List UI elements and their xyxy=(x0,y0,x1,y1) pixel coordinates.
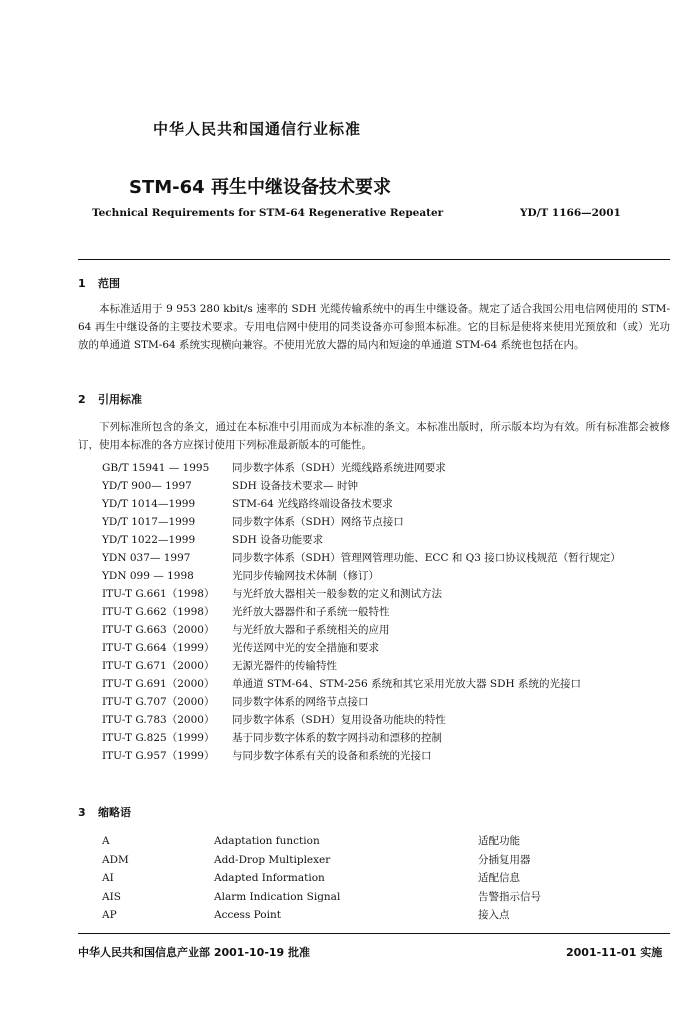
abbreviation-chinese: 告警指示信号 xyxy=(478,890,541,903)
abbreviation-chinese: 适配功能 xyxy=(478,835,520,847)
footer-divider xyxy=(78,933,670,934)
abbreviation: AIS xyxy=(102,890,121,903)
reference-code: ITU-T G.663（2000） xyxy=(102,624,215,636)
reference-title: 与光纤放大器相关一般参数的定义和测试方法 xyxy=(232,588,442,600)
reference-code: ITU-T G.957（1999） xyxy=(102,750,215,762)
abbreviation-row xyxy=(102,869,670,888)
approval-statement: 中华人民共和国信息产业部 2001-10-19 批准 xyxy=(78,946,311,959)
abbreviation-chinese: 分插复用器 xyxy=(478,853,531,866)
reference-title: 光传送网中光的安全措施和要求 xyxy=(232,642,379,654)
reference-title: 同步数字体系（SDH）光缆线路系统进网要求 xyxy=(232,462,446,474)
abbreviation: AI xyxy=(102,872,114,884)
reference-item xyxy=(102,657,670,675)
abbreviation-row xyxy=(102,851,670,870)
implementation-date: 2001-11-01 实施 xyxy=(566,946,663,959)
section-title: 引用标准 xyxy=(98,393,142,406)
reference-title: 与同步数字体系有关的设备和系统的光接口 xyxy=(232,750,432,762)
abbreviation-row xyxy=(102,832,670,851)
reference-title: 同步数字体系（SDH）管理网管理功能、ECC 和 Q3 接口协议栈规范（暂行规定） xyxy=(232,552,621,564)
section-number: 1 xyxy=(78,277,86,290)
abbreviation-chinese: 接入点 xyxy=(478,909,510,921)
abbreviation: ADM xyxy=(102,853,129,866)
reference-title: 光同步传输网技术体制（修订） xyxy=(232,570,379,582)
reference-item xyxy=(102,513,670,531)
section-3-heading xyxy=(78,804,131,820)
reference-code: ITU-T G.691（2000） xyxy=(102,678,215,690)
reference-code: ITU-T G.661（1998） xyxy=(102,588,215,600)
standard-number: YD/T 1166—2001 xyxy=(520,207,621,219)
abbreviation-chinese: 适配信息 xyxy=(478,872,520,884)
reference-title: 基于同步数字体系的数字网抖动和漂移的控制 xyxy=(232,732,442,744)
reference-item xyxy=(102,693,670,711)
reference-item xyxy=(102,531,670,549)
abbreviation-row xyxy=(102,906,670,925)
reference-code: ITU-T G.664（1999） xyxy=(102,642,215,654)
reference-title: 光纤放大器器件和子系统一般特性 xyxy=(232,606,390,618)
reference-title: 同步数字体系（SDH）复用设备功能块的特性 xyxy=(232,714,446,726)
reference-item xyxy=(102,603,670,621)
section-title: 范围 xyxy=(98,277,120,290)
reference-item xyxy=(102,549,670,567)
reference-title: SDH 设备技术要求— 时钟 xyxy=(232,480,358,492)
abbreviation-english: Add-Drop Multiplexer xyxy=(214,853,331,866)
reference-title: 无源光器件的传输特性 xyxy=(232,660,337,672)
reference-code: ITU-T G.662（1998） xyxy=(102,606,215,618)
reference-item xyxy=(102,621,670,639)
reference-title: 同步数字体系（SDH）网络节点接口 xyxy=(232,516,404,528)
reference-title: 单通道 STM-64、STM-256 系统和其它采用光放大器 SDH 系统的光接口 xyxy=(232,678,582,690)
abbreviation-english: Adaptation function xyxy=(214,835,320,847)
abbreviation: A xyxy=(102,835,110,847)
abbreviation-english: Alarm Indication Signal xyxy=(214,890,341,903)
reference-code: YD/T 900— 1997 xyxy=(102,480,192,492)
reference-item xyxy=(102,585,670,603)
section-2-paragraph xyxy=(78,418,670,454)
abbreviation-english: Access Point xyxy=(214,909,281,921)
section-number: 2 xyxy=(78,393,86,406)
reference-item xyxy=(102,747,670,765)
reference-item xyxy=(102,567,670,585)
reference-title: 与光纤放大器和子系统相关的应用 xyxy=(232,624,390,636)
reference-item xyxy=(102,729,670,747)
abbreviation-english: Adapted Information xyxy=(214,872,325,884)
reference-code: YD/T 1014—1999 xyxy=(102,498,196,510)
reference-code: ITU-T G.825（1999） xyxy=(102,732,215,744)
section-number: 3 xyxy=(78,806,86,819)
reference-code: ITU-T G.707（2000） xyxy=(102,696,215,708)
issuing-organization: 中华人民共和国通信行业标准 xyxy=(153,120,362,138)
reference-code: YD/T 1022—1999 xyxy=(102,534,196,546)
paragraph-text: 本标准适用于 9 953 280 kbit/s 速率的 SDH 光缆传输系统中的再生中继设备。规定了适合我国公用电信网使用的 STM-64 再生中继设备的主要技术要求。专用电信网中使用的同类设备亦可参照本标准。它的目标是使将来使用光预放和（或）光功放的单通道 STM-64 系统实现横向兼容。不使用光放大器的局内和短途的单通道 STM-64 系统也包括在内。 xyxy=(78,303,670,351)
document-title: STM-64 再生中继设备技术要求 xyxy=(129,177,391,198)
reference-title: SDH 设备功能要求 xyxy=(232,534,324,546)
reference-code: YDN 099 — 1998 xyxy=(102,570,194,582)
abbreviation-row xyxy=(102,888,670,907)
reference-code: YDN 037— 1997 xyxy=(102,552,191,564)
english-title: Technical Requirements for STM-64 Regenerative Repeater xyxy=(92,207,444,219)
reference-item xyxy=(102,639,670,657)
reference-item xyxy=(102,711,670,729)
section-1-paragraph xyxy=(78,300,670,354)
reference-item xyxy=(102,459,670,477)
reference-item xyxy=(102,675,670,693)
reference-code: ITU-T G.783（2000） xyxy=(102,714,215,726)
section-2-heading xyxy=(78,391,142,407)
abbreviation-list xyxy=(102,832,670,925)
reference-code: YD/T 1017—1999 xyxy=(102,516,196,528)
reference-item xyxy=(102,477,670,495)
paragraph-text: 下列标准所包含的条文，通过在本标准中引用而成为本标准的条文。本标准出版时，所示版本均为有效。所有标准都会被修订，使用本标准的各方应探讨使用下列标准最新版本的可能性。 xyxy=(78,421,670,451)
reference-item xyxy=(102,495,670,513)
section-title: 缩略语 xyxy=(98,806,131,819)
reference-list xyxy=(102,459,670,765)
reference-code: ITU-T G.671（2000） xyxy=(102,660,215,672)
abbreviation: AP xyxy=(102,909,117,921)
reference-code: GB/T 15941 — 1995 xyxy=(102,462,210,474)
section-1-heading xyxy=(78,275,120,291)
header-divider xyxy=(78,259,670,260)
reference-title: 同步数字体系的网络节点接口 xyxy=(232,696,369,708)
reference-title: STM-64 光线路终端设备技术要求 xyxy=(232,498,393,510)
